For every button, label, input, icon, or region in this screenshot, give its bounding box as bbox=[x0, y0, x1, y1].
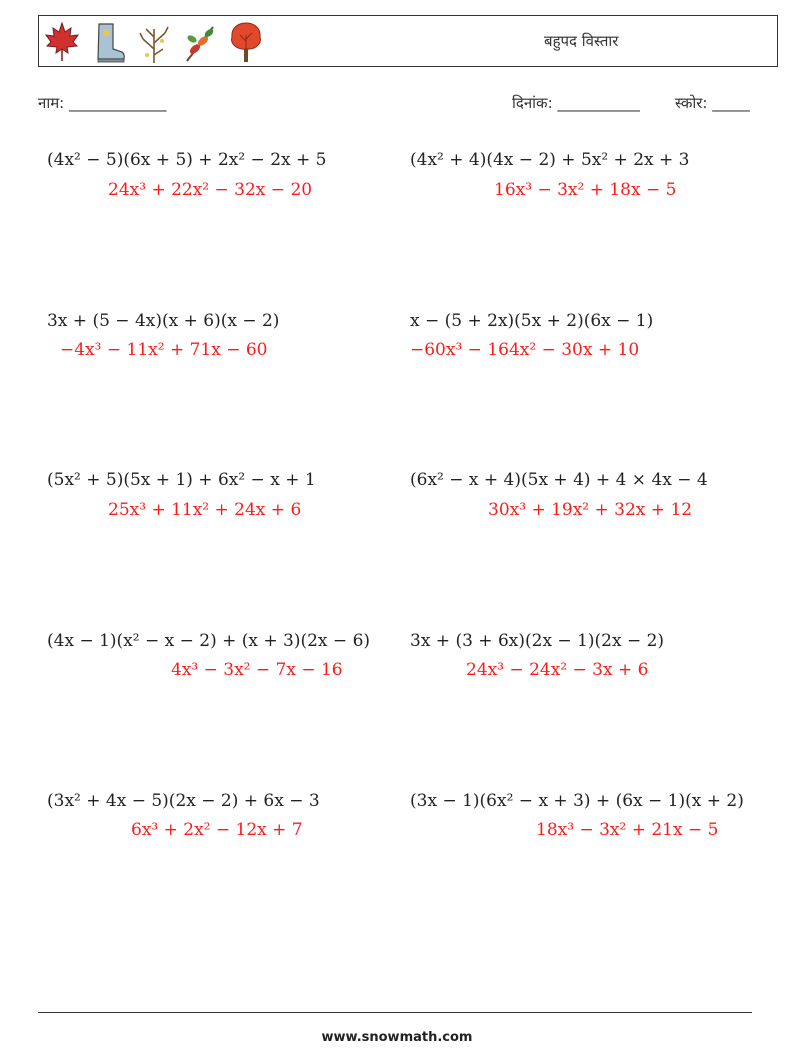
problem-9-expression: (3x² + 4x − 5)(2x − 2) + 6x − 3 bbox=[47, 791, 320, 811]
problem-5-expression: (5x² + 5)(5x + 1) + 6x² − x + 1 bbox=[47, 470, 316, 490]
problem-1-answer: 24x³ + 22x² − 32x − 20 bbox=[108, 180, 313, 200]
problem-3-expression: 3x + (5 − 4x)(x + 6)(x − 2) bbox=[47, 311, 280, 331]
problem-2-answer: 16x³ − 3x² + 18x − 5 bbox=[494, 180, 677, 200]
problem-9-answer: 6x³ + 2x² − 12x + 7 bbox=[131, 820, 303, 840]
footer-site-link[interactable]: www.snowmath.com bbox=[321, 1030, 473, 1045]
autumn-branch-icon bbox=[181, 19, 219, 65]
worksheet-title: बहुपद विस्तार bbox=[544, 32, 619, 50]
score-field: स्कोर: _____ bbox=[675, 94, 750, 112]
problem-6-expression: (6x² − x + 4)(5x + 4) + 4 × 4x − 4 bbox=[410, 470, 708, 490]
rain-boot-icon bbox=[89, 19, 127, 65]
problem-2-expression: (4x² + 4)(4x − 2) + 5x² + 2x + 3 bbox=[410, 150, 690, 170]
problem-5-answer: 25x³ + 11x² + 24x + 6 bbox=[108, 500, 302, 520]
problem-1-expression: (4x² − 5)(6x + 5) + 2x² − 2x + 5 bbox=[47, 150, 327, 170]
problem-4-expression: x − (5 + 2x)(5x + 2)(6x − 1) bbox=[410, 311, 654, 331]
problem-8-answer: 24x³ − 24x² − 3x + 6 bbox=[466, 660, 649, 680]
autumn-tree-icon bbox=[227, 19, 265, 65]
maple-leaf-icon bbox=[43, 19, 81, 65]
problem-4-answer: −60x³ − 164x² − 30x + 10 bbox=[410, 340, 640, 360]
name-field: नाम: _____________ bbox=[38, 94, 167, 112]
problem-10-answer: 18x³ − 3x² + 21x − 5 bbox=[536, 820, 719, 840]
date-field: दिनांक: ___________ bbox=[512, 94, 640, 112]
problem-10-expression: (3x − 1)(6x² − x + 3) + (6x − 1)(x + 2) bbox=[410, 791, 744, 811]
worksheet-header bbox=[38, 15, 778, 67]
problem-7-expression: (4x − 1)(x² − x − 2) + (x + 3)(2x − 6) bbox=[47, 631, 371, 651]
problem-8-expression: 3x + (3 + 6x)(2x − 1)(2x − 2) bbox=[410, 631, 665, 651]
bare-branch-icon bbox=[135, 19, 173, 65]
problem-3-answer: −4x³ − 11x² + 71x − 60 bbox=[60, 340, 268, 360]
icon-strip bbox=[43, 19, 265, 65]
problem-6-answer: 30x³ + 19x² + 32x + 12 bbox=[488, 500, 693, 520]
problem-7-answer: 4x³ − 3x² − 7x − 16 bbox=[171, 660, 343, 680]
footer-divider bbox=[38, 1012, 752, 1013]
